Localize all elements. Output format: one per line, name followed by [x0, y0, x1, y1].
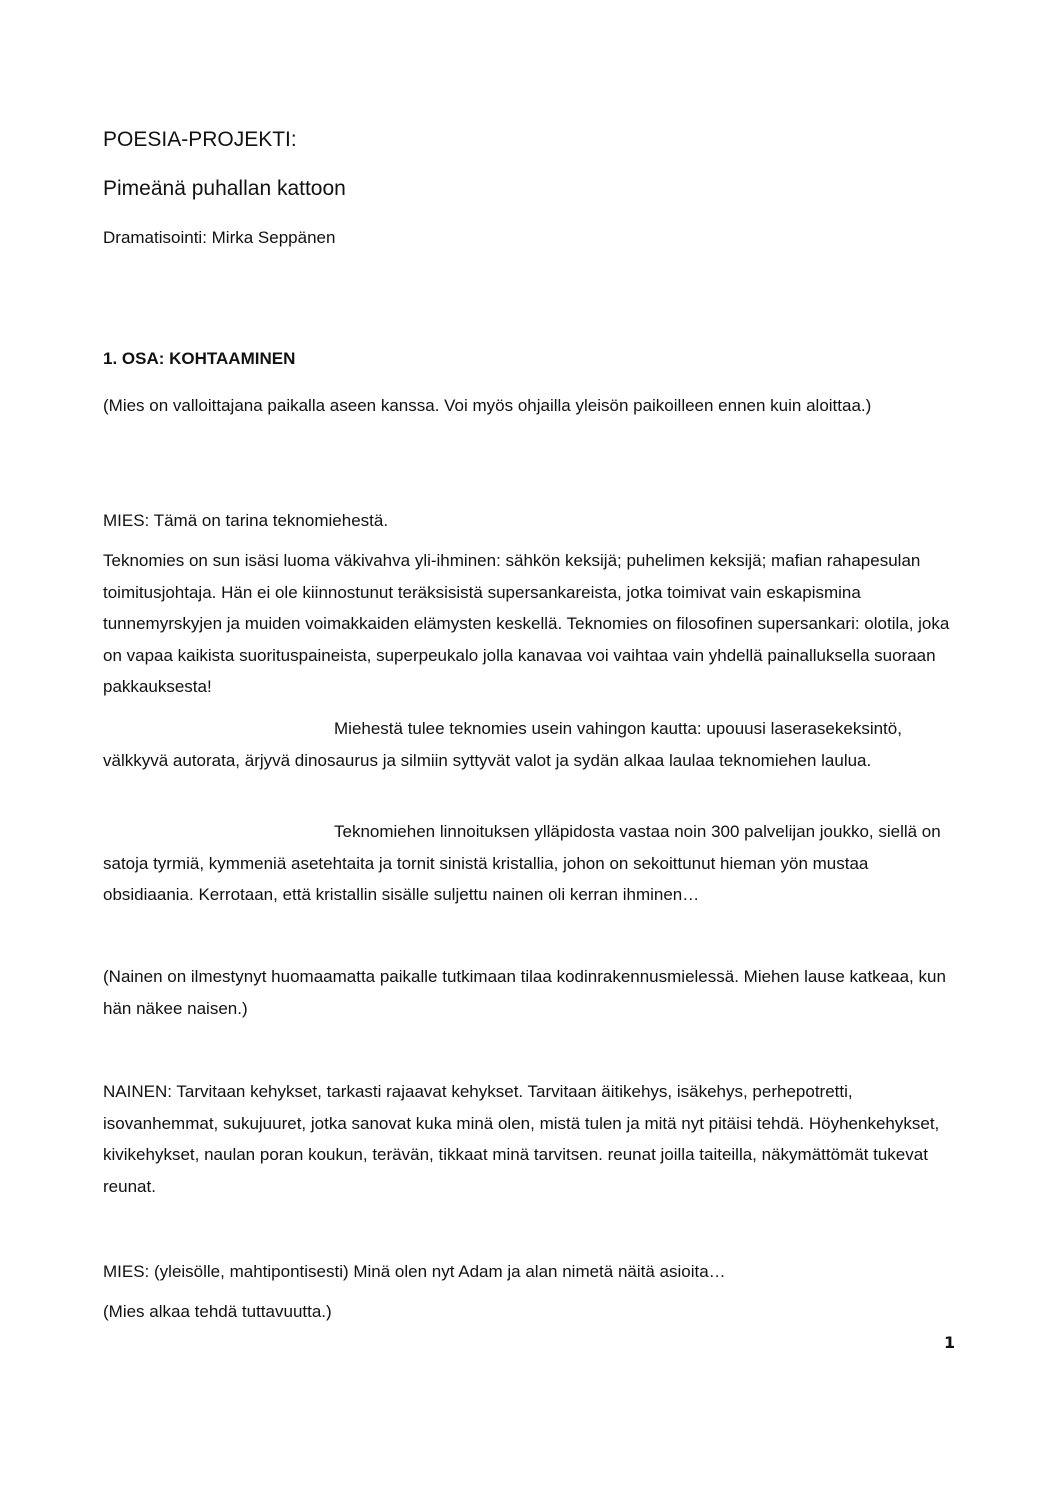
body-paragraph: Teknomiehen linnoituksen ylläpidosta vastaa noin 300 palvelijan joukko, siellä on satoja tyrmiä, kymmeniä asetehtaita ja tornit sinistä kristallia, johon on sekoittunut hieman yön mustaa obsidiaania. Kerrotaan, että kristallin sisälle suljettu nainen oli kerran ihminen…	[103, 822, 941, 904]
dialogue-line: MIES: Tämä on tarina teknomiehestä.	[103, 511, 389, 530]
dramatization-credit: Dramatisointi: Mirka Seppänen	[103, 228, 336, 247]
document-title: POESIA-PROJEKTI:	[103, 128, 297, 151]
section-heading: 1. OSA: KOHTAAMINEN	[103, 349, 296, 368]
dialogue-line: MIES: (yleisölle, mahtipontisesti) Minä olen nyt Adam ja alan nimetä näitä asioita…	[103, 1262, 726, 1281]
dialogue-line: NAINEN: Tarvitaan kehykset, tarkasti rajaavat kehykset. Tarvitaan äitikehys, isäkehys, perhepotretti, isovanhemmat, sukujuuret, jotka sanovat kuka minä olen, mistä tulen ja mitä nyt pitäisi tehdä. Höyhenkehykset, kivikehykset, naulan poran koukun, terävän, tikkaat minä tarvitsen. reunat joilla taiteilla, näkymättömät tukevat reunat.	[103, 1082, 940, 1196]
body-paragraph: Miehestä tulee teknomies usein vahingon kautta: upouusi laserasekeksintö, välkkyvä autorata, ärjyvä dinosaurus ja silmiin syttyvät valot ja sydän alkaa laulaa teknomiehen laulua.	[103, 719, 902, 770]
page-number: 1	[944, 1333, 956, 1352]
stage-direction: (Mies alkaa tehdä tuttavuutta.)	[103, 1302, 332, 1321]
stage-direction: (Nainen on ilmestynyt huomaamatta paikalle tutkimaan tilaa kodinrakennusmielessä. Miehen lause katkeaa, kun hän näkee naisen.)	[103, 967, 946, 1018]
body-paragraph: Teknomies on sun isäsi luoma väkivahva yli-ihminen: sähkön keksijä; puhelimen keksijä; mafian rahapesulan toimitusjohtaja. Hän ei ole kiinnostunut teräksisistä supersankareista, jotka toimivat vain eskapismina tunnemyrskyjen ja muiden voimakkaiden elämysten keskellä. Teknomies on filosofinen supersankari: olotila, joka on vapaa kaikista suorituspaineista, superpeukalo jolla kanavaa voi vaihtaa vain yhdellä painalluksella suoraan pakkauksesta!	[103, 551, 950, 696]
document-subtitle: Pimeänä puhallan kattoon	[103, 177, 346, 200]
stage-direction: (Mies on valloittajana paikalla aseen kanssa. Voi myös ohjailla yleisön paikoilleen ennen kuin aloittaa.)	[103, 396, 872, 415]
